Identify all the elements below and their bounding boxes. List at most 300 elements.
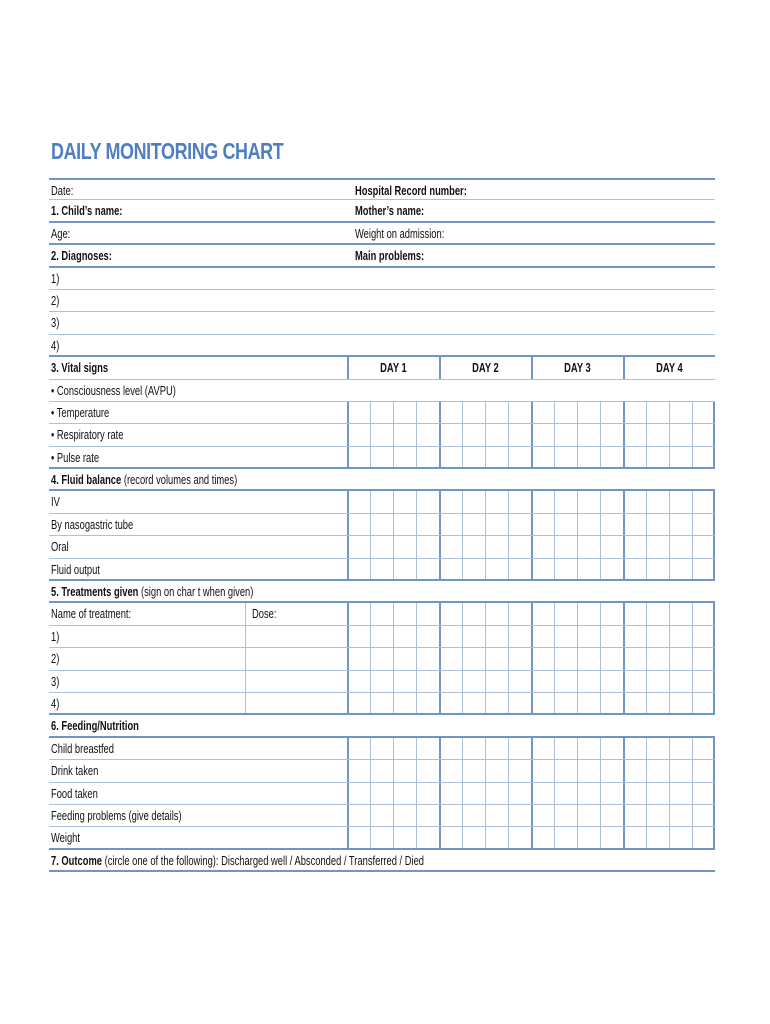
grid-line <box>485 648 486 669</box>
grid-line <box>393 671 394 692</box>
grid-line <box>554 536 555 557</box>
grid-line <box>623 424 625 445</box>
weight-admission-label: Weight on admission: <box>355 225 445 241</box>
grid-line <box>692 738 693 759</box>
grid-line <box>600 424 601 445</box>
grid-line <box>669 491 670 512</box>
grid-line <box>485 603 486 624</box>
grid-line <box>623 827 625 847</box>
vital-label: • Consciousness level (AVPU) <box>51 382 176 398</box>
grid-line <box>713 738 715 759</box>
grid-line <box>577 827 578 847</box>
grid-line <box>531 783 533 804</box>
feeding-row[interactable] <box>49 805 715 827</box>
grid-line <box>416 648 417 669</box>
day-grid-cells[interactable] <box>347 559 715 579</box>
grid-line <box>713 603 715 624</box>
diagnosis-number: 2) <box>51 292 60 308</box>
grid-line <box>554 671 555 692</box>
grid-line <box>370 424 371 445</box>
grid-line <box>370 671 371 692</box>
grid-line <box>485 536 486 557</box>
grid-line <box>600 760 601 781</box>
grid-line <box>508 738 509 759</box>
grid-line <box>370 559 371 579</box>
feeding-label: Feeding problems (give details) <box>51 807 182 823</box>
grid-line <box>577 536 578 557</box>
feeding-header-row <box>49 715 715 737</box>
grid-line <box>485 693 486 713</box>
grid-line <box>531 559 533 579</box>
grid-line <box>485 827 486 847</box>
grid-line <box>508 424 509 445</box>
grid-line <box>416 536 417 557</box>
grid-line <box>347 805 349 826</box>
grid-line <box>713 760 715 781</box>
grid-line <box>485 805 486 826</box>
vital-row <box>49 380 715 402</box>
fluid-heading: 4. Fluid balance (record volumes and times) <box>51 472 238 488</box>
grid-line <box>531 648 533 669</box>
grid-line <box>370 514 371 535</box>
fluid-row[interactable] <box>49 491 715 513</box>
day-grid-cells[interactable] <box>347 536 715 557</box>
day-1-header: DAY 1 <box>379 360 407 376</box>
grid-line <box>713 514 715 535</box>
grid-line <box>600 559 601 579</box>
grid-line <box>623 648 625 669</box>
main-problems-label: Main problems: <box>355 248 425 264</box>
grid-line <box>370 626 371 647</box>
grid-line <box>462 402 463 423</box>
grid-line <box>623 402 625 423</box>
grid-line <box>577 738 578 759</box>
grid-line <box>416 693 417 713</box>
feeding-label: Child breastfed <box>51 740 114 756</box>
grid-line <box>485 738 486 759</box>
treatment-number: 3) <box>51 673 60 689</box>
grid-line <box>531 805 533 826</box>
grid-line <box>508 671 509 692</box>
dose-column-divider <box>245 603 246 624</box>
grid-line <box>462 603 463 624</box>
grid-line <box>577 783 578 804</box>
grid-line <box>416 603 417 624</box>
grid-line <box>393 783 394 804</box>
grid-line <box>669 738 670 759</box>
grid-line <box>439 402 441 423</box>
grid-line <box>531 491 533 512</box>
grid-line <box>692 536 693 557</box>
diagnosis-row[interactable] <box>49 312 715 334</box>
grid-line <box>669 402 670 423</box>
grid-line <box>713 693 715 713</box>
grid-line <box>623 536 625 557</box>
grid-line <box>646 447 647 467</box>
feeding-row[interactable] <box>49 760 715 782</box>
grid-line <box>485 424 486 445</box>
grid-line <box>646 424 647 445</box>
grid-line <box>713 402 715 423</box>
grid-line <box>577 402 578 423</box>
grid-line <box>713 536 715 557</box>
grid-line <box>531 738 533 759</box>
grid-line <box>646 603 647 624</box>
grid-line <box>692 827 693 847</box>
grid-line <box>416 738 417 759</box>
grid-line <box>713 424 715 445</box>
vital-label: • Respiratory rate <box>51 427 124 443</box>
grid-line <box>347 603 349 624</box>
row-age[interactable] <box>49 223 715 245</box>
grid-line <box>692 514 693 535</box>
grid-line <box>577 424 578 445</box>
grid-line <box>554 402 555 423</box>
grid-line <box>393 760 394 781</box>
feeding-row[interactable] <box>49 738 715 760</box>
grid-line <box>713 671 715 692</box>
grid-line <box>646 648 647 669</box>
day-grid-cells[interactable] <box>347 805 715 826</box>
grid-line <box>393 491 394 512</box>
grid-line <box>600 648 601 669</box>
grid-line <box>554 514 555 535</box>
grid-line <box>692 693 693 713</box>
grid-line <box>646 536 647 557</box>
grid-line <box>347 760 349 781</box>
grid-line <box>347 827 349 847</box>
grid-line <box>485 783 486 804</box>
grid-line <box>462 827 463 847</box>
grid-line <box>669 783 670 804</box>
dose-column-divider <box>245 648 246 669</box>
grid-line <box>646 760 647 781</box>
grid-line <box>370 827 371 847</box>
grid-line <box>623 760 625 781</box>
grid-line <box>485 626 486 647</box>
grid-line <box>669 424 670 445</box>
grid-line <box>577 626 578 647</box>
vital-row[interactable] <box>49 402 715 424</box>
treatments-header-row <box>49 581 715 603</box>
grid-line <box>600 447 601 467</box>
grid-line <box>600 603 601 624</box>
feeding-label: Drink taken <box>51 763 99 779</box>
grid-line <box>508 514 509 535</box>
treatment-row[interactable] <box>49 671 715 693</box>
grid-line <box>623 447 625 467</box>
day-grid-cells[interactable] <box>347 648 715 669</box>
grid-line <box>692 626 693 647</box>
grid-line <box>577 671 578 692</box>
grid-line <box>393 559 394 579</box>
grid-line <box>393 536 394 557</box>
grid-line <box>439 536 441 557</box>
day-grid-cells[interactable] <box>347 827 715 847</box>
grid-line <box>600 514 601 535</box>
grid-line <box>416 760 417 781</box>
grid-line <box>600 626 601 647</box>
dose-column-divider <box>245 626 246 647</box>
grid-line <box>531 447 533 467</box>
grid-line <box>485 402 486 423</box>
treatments-heading: 5. Treatments given (sign on char t when given) <box>51 584 254 600</box>
grid-line <box>692 783 693 804</box>
grid-line <box>600 671 601 692</box>
grid-line <box>600 783 601 804</box>
mother-name-label: Mother’s name: <box>355 203 425 219</box>
grid-line <box>713 447 715 467</box>
grid-line <box>713 827 715 847</box>
day-header-grid <box>347 357 715 378</box>
grid-line <box>439 805 441 826</box>
grid-line <box>508 648 509 669</box>
feeding-label: Weight <box>51 830 80 846</box>
fluid-row[interactable] <box>49 514 715 536</box>
day-grid-cells[interactable] <box>347 514 715 535</box>
grid-line <box>462 424 463 445</box>
grid-line <box>577 447 578 467</box>
grid-line <box>439 514 441 535</box>
grid-line <box>646 693 647 713</box>
grid-line <box>600 693 601 713</box>
grid-line <box>623 559 625 579</box>
grid-line <box>347 424 349 445</box>
grid-line <box>439 760 441 781</box>
grid-line <box>531 827 533 847</box>
grid-line <box>531 626 533 647</box>
day-grid-cells[interactable] <box>347 626 715 647</box>
grid-line <box>669 559 670 579</box>
grid-line <box>347 693 349 713</box>
grid-line <box>439 783 441 804</box>
grid-line <box>669 514 670 535</box>
grid-line <box>669 827 670 847</box>
fluid-label: By nasogastric tube <box>51 516 134 532</box>
fluid-label: Oral <box>51 539 69 555</box>
grid-line <box>462 559 463 579</box>
grid-line <box>393 626 394 647</box>
day-grid-cells[interactable] <box>347 783 715 804</box>
treatment-row[interactable] <box>49 648 715 670</box>
grid-line <box>577 514 578 535</box>
vital-row[interactable] <box>49 424 715 446</box>
grid-line <box>393 424 394 445</box>
grid-line <box>508 626 509 647</box>
grid-line <box>439 559 441 579</box>
grid-line <box>669 648 670 669</box>
outcome-text: 7. Outcome (circle one of the following): Discharged well / Absconded / Transferred / Died <box>51 852 425 868</box>
grid-line <box>508 447 509 467</box>
grid-line <box>692 447 693 467</box>
grid-line <box>623 783 625 804</box>
diagnosis-row[interactable] <box>49 268 715 290</box>
grid-line <box>416 783 417 804</box>
grid-line <box>508 827 509 847</box>
grid-line <box>416 559 417 579</box>
grid-line <box>370 738 371 759</box>
grid-line <box>508 693 509 713</box>
grid-line <box>508 805 509 826</box>
grid-line <box>347 671 349 692</box>
row-child-name[interactable] <box>49 200 715 222</box>
day-grid-cells[interactable] <box>347 671 715 692</box>
grid-line <box>462 536 463 557</box>
grid-line <box>692 559 693 579</box>
grid-line <box>370 783 371 804</box>
grid-line <box>439 648 441 669</box>
grid-line <box>554 648 555 669</box>
treatment-row[interactable] <box>49 626 715 648</box>
treatment-number: 1) <box>51 628 60 644</box>
grid-line <box>646 626 647 647</box>
grid-line <box>439 603 441 624</box>
diagnosis-number: 3) <box>51 315 60 331</box>
grid-line <box>416 827 417 847</box>
grid-line <box>485 447 486 467</box>
grid-line <box>462 805 463 826</box>
grid-line <box>692 648 693 669</box>
grid-line <box>669 536 670 557</box>
day-grid-cells[interactable] <box>347 738 715 759</box>
grid-line <box>370 805 371 826</box>
outcome-row[interactable] <box>49 850 715 872</box>
grid-line <box>600 805 601 826</box>
grid-line <box>393 693 394 713</box>
grid-line <box>531 603 533 624</box>
grid-line <box>393 805 394 826</box>
grid-line <box>439 626 441 647</box>
grid-line <box>462 447 463 467</box>
day-grid-cells[interactable] <box>347 447 715 467</box>
grid-line <box>713 559 715 579</box>
vital-label: • Pulse rate <box>51 449 100 465</box>
date-label: Date: <box>51 183 74 198</box>
grid-line <box>531 760 533 781</box>
grid-line <box>646 805 647 826</box>
grid-line <box>508 402 509 423</box>
day-grid-cells[interactable] <box>347 760 715 781</box>
grid-line <box>600 402 601 423</box>
grid-line <box>692 491 693 512</box>
grid-line <box>462 783 463 804</box>
grid-line <box>531 514 533 535</box>
grid-line <box>692 671 693 692</box>
grid-line <box>669 603 670 624</box>
vital-row[interactable] <box>49 447 715 469</box>
day-grid-cells[interactable] <box>347 424 715 445</box>
grid-line <box>623 626 625 647</box>
grid-line <box>669 760 670 781</box>
day-grid-cells[interactable] <box>347 402 715 423</box>
grid-line <box>646 738 647 759</box>
row-date[interactable] <box>49 178 715 200</box>
grid-line <box>508 491 509 512</box>
grid-line <box>531 693 533 713</box>
treatment-label-row[interactable] <box>49 603 715 625</box>
fluid-row[interactable] <box>49 536 715 558</box>
day-grid-cells[interactable] <box>347 693 715 713</box>
grid-line <box>554 805 555 826</box>
grid-line <box>554 783 555 804</box>
grid-line <box>577 805 578 826</box>
grid-line <box>485 491 486 512</box>
grid-line <box>485 514 486 535</box>
dose-column-divider <box>245 671 246 692</box>
grid-line <box>508 603 509 624</box>
diagnosis-number: 4) <box>51 337 60 353</box>
child-name-label: 1. Child’s name: <box>51 203 123 219</box>
fluid-row[interactable] <box>49 559 715 581</box>
diagnosis-number: 1) <box>51 270 60 286</box>
grid-line <box>439 827 441 847</box>
feeding-heading: 6. Feeding/Nutrition <box>51 718 139 734</box>
grid-line <box>347 514 349 535</box>
grid-line <box>669 671 670 692</box>
grid-line <box>713 491 715 512</box>
grid-line <box>623 738 625 759</box>
dose-label: Dose: <box>252 606 277 622</box>
grid-line <box>646 514 647 535</box>
row-diagnoses[interactable] <box>49 245 715 267</box>
grid-line <box>554 827 555 847</box>
feeding-row[interactable] <box>49 827 715 849</box>
grid-line <box>554 738 555 759</box>
hospital-record-label: Hospital Record number: <box>355 183 467 198</box>
grid-line <box>623 491 625 512</box>
grid-line <box>692 424 693 445</box>
grid-line <box>508 536 509 557</box>
grid-line <box>416 626 417 647</box>
grid-line <box>485 760 486 781</box>
treatment-row[interactable] <box>49 693 715 715</box>
grid-line <box>347 559 349 579</box>
grid-line <box>370 603 371 624</box>
grid-line <box>393 603 394 624</box>
grid-line <box>393 402 394 423</box>
grid-line <box>347 783 349 804</box>
feeding-row[interactable] <box>49 783 715 805</box>
diagnosis-row[interactable] <box>49 335 715 357</box>
grid-line <box>623 514 625 535</box>
grid-line <box>370 693 371 713</box>
grid-line <box>669 447 670 467</box>
grid-line <box>462 671 463 692</box>
diagnosis-row[interactable] <box>49 290 715 312</box>
grid-line <box>600 827 601 847</box>
grid-line <box>462 514 463 535</box>
grid-line <box>462 648 463 669</box>
grid-line <box>370 447 371 467</box>
grid-line <box>347 402 349 423</box>
grid-line <box>462 626 463 647</box>
grid-line <box>531 402 533 423</box>
grid-line <box>713 626 715 647</box>
grid-line <box>393 514 394 535</box>
day-grid-cells[interactable] <box>347 491 715 512</box>
grid-line <box>554 491 555 512</box>
grid-line <box>462 760 463 781</box>
grid-line <box>439 491 441 512</box>
day-grid-cells[interactable] <box>347 603 715 624</box>
grid-line <box>554 559 555 579</box>
day-3-header: DAY 3 <box>563 360 591 376</box>
grid-line <box>347 447 349 467</box>
grid-line <box>508 760 509 781</box>
grid-line <box>692 760 693 781</box>
grid-line <box>577 559 578 579</box>
feeding-label: Food taken <box>51 785 98 801</box>
